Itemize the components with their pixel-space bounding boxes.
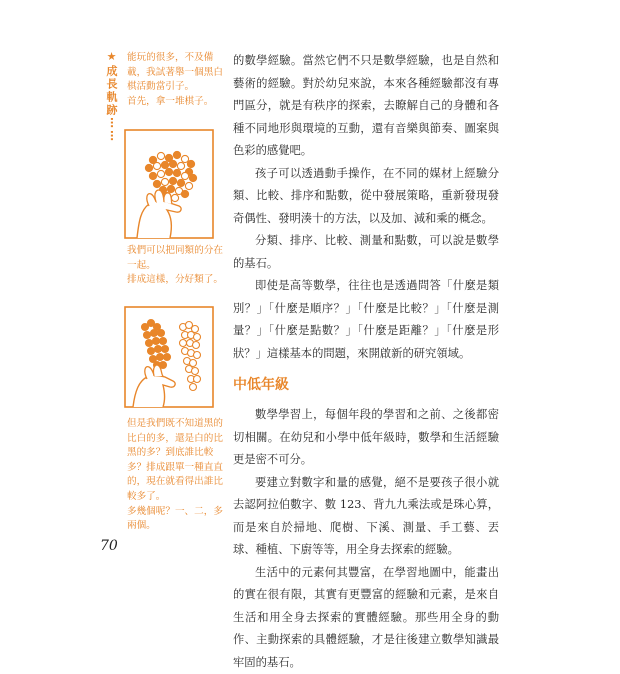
note-line: 的，現在就看得出誰比 xyxy=(127,475,223,490)
paragraph: 分類、排序、比較、測量和點數，可以說是數學的基石。 xyxy=(233,230,499,275)
hollow-counters-icon xyxy=(180,322,201,391)
note-line: 黑的多？到底誰比較 xyxy=(127,446,223,461)
section-heading: 中低年級 xyxy=(233,375,499,395)
note-line: 兩個。 xyxy=(127,519,223,534)
note-line: 但是我們既不知道黑的 xyxy=(127,417,223,432)
sidebar-note-1 xyxy=(127,51,223,109)
paragraph: 生活中的元素何其豐富，在學習地圖中，能畫出的實在很有限，其實有更豐富的經驗和元素，是來自生活和用全身去探索的實體經驗。那些用全身的動作、主動探索的具體經驗，才是往後建立數學知識最牢固的基石。 xyxy=(233,562,499,674)
note-line: 我們可以把同類的分在 xyxy=(127,244,223,259)
note-line: 棋活動當引子。 xyxy=(127,80,223,95)
note-line: 能玩的很多，不及備 xyxy=(127,51,223,66)
paragraph: 孩子可以透過動手操作，在不同的媒材上經驗分類、比較、排序和點數，從中發展策略，重新發現發奇偶性、發明湊十的方法，以及加、減和乘的概念。 xyxy=(233,163,499,231)
sorted-counters-illustration xyxy=(123,305,215,409)
note-line: 比白的多，還是白的比 xyxy=(127,432,223,447)
body-text xyxy=(233,50,499,674)
sidebar-note-2 xyxy=(127,244,223,288)
sidebar-note-3 xyxy=(127,417,223,534)
page-number: 70 xyxy=(100,538,118,554)
sidebar-title-dots: ⋯⋯ xyxy=(105,117,118,143)
sidebar-title-text: 成長軌跡 xyxy=(105,65,118,117)
star-icon: ★ xyxy=(105,50,118,65)
note-line: 較多了。 xyxy=(127,490,223,505)
note-line: 載，我試著舉一個黑白 xyxy=(127,66,223,81)
sidebar-title xyxy=(105,50,117,143)
note-line: 首先，拿一堆棋子。 xyxy=(127,95,223,110)
counter-pile-icon xyxy=(145,151,196,201)
note-line: 多幾個呢？一、二，多 xyxy=(127,505,223,520)
hand-pile-illustration xyxy=(123,128,215,240)
filled-counters-icon xyxy=(142,320,171,369)
note-line: 排成這樣，分好類了。 xyxy=(127,273,223,288)
note-line: 多？排成跟單一種直直 xyxy=(127,461,223,476)
paragraph: 即使是高等數學，往往也是透過問答「什麼是類別？」「什麼是順序？」「什麼是比較？」「什麼是測量？」「什麼是點數？」「什麼是距離？」「什麼是形狀？」這樣基本的問題，來開啟新的研究領域。 xyxy=(233,275,499,365)
paragraph: 的數學經驗。當然它們不只是數學經驗，也是自然和藝術的經驗。對於幼兒來說，本來各種經驗都沒有專門區分，就是有秩序的探索，去瞭解自己的身體和各種不同地形與環境的互動，還有音樂與節奏、圖案與色彩的感覺吧。 xyxy=(233,50,499,163)
paragraph: 要建立對數字和量的感覺，絕不是要孩子很小就去認阿拉伯數字、數 123、背九九乘法或是珠心算，而是來自於掃地、爬樹、下溪、測量、手工藝、丟球、種植、下廚等等，用全身去探索的經驗。 xyxy=(233,472,499,562)
note-line: 一起。 xyxy=(127,259,223,274)
paragraph: 數學學習上，每個年段的學習和之前、之後都密切相關。在幼兒和小學中低年級時，數學和生活經驗更是密不可分。 xyxy=(233,404,499,472)
